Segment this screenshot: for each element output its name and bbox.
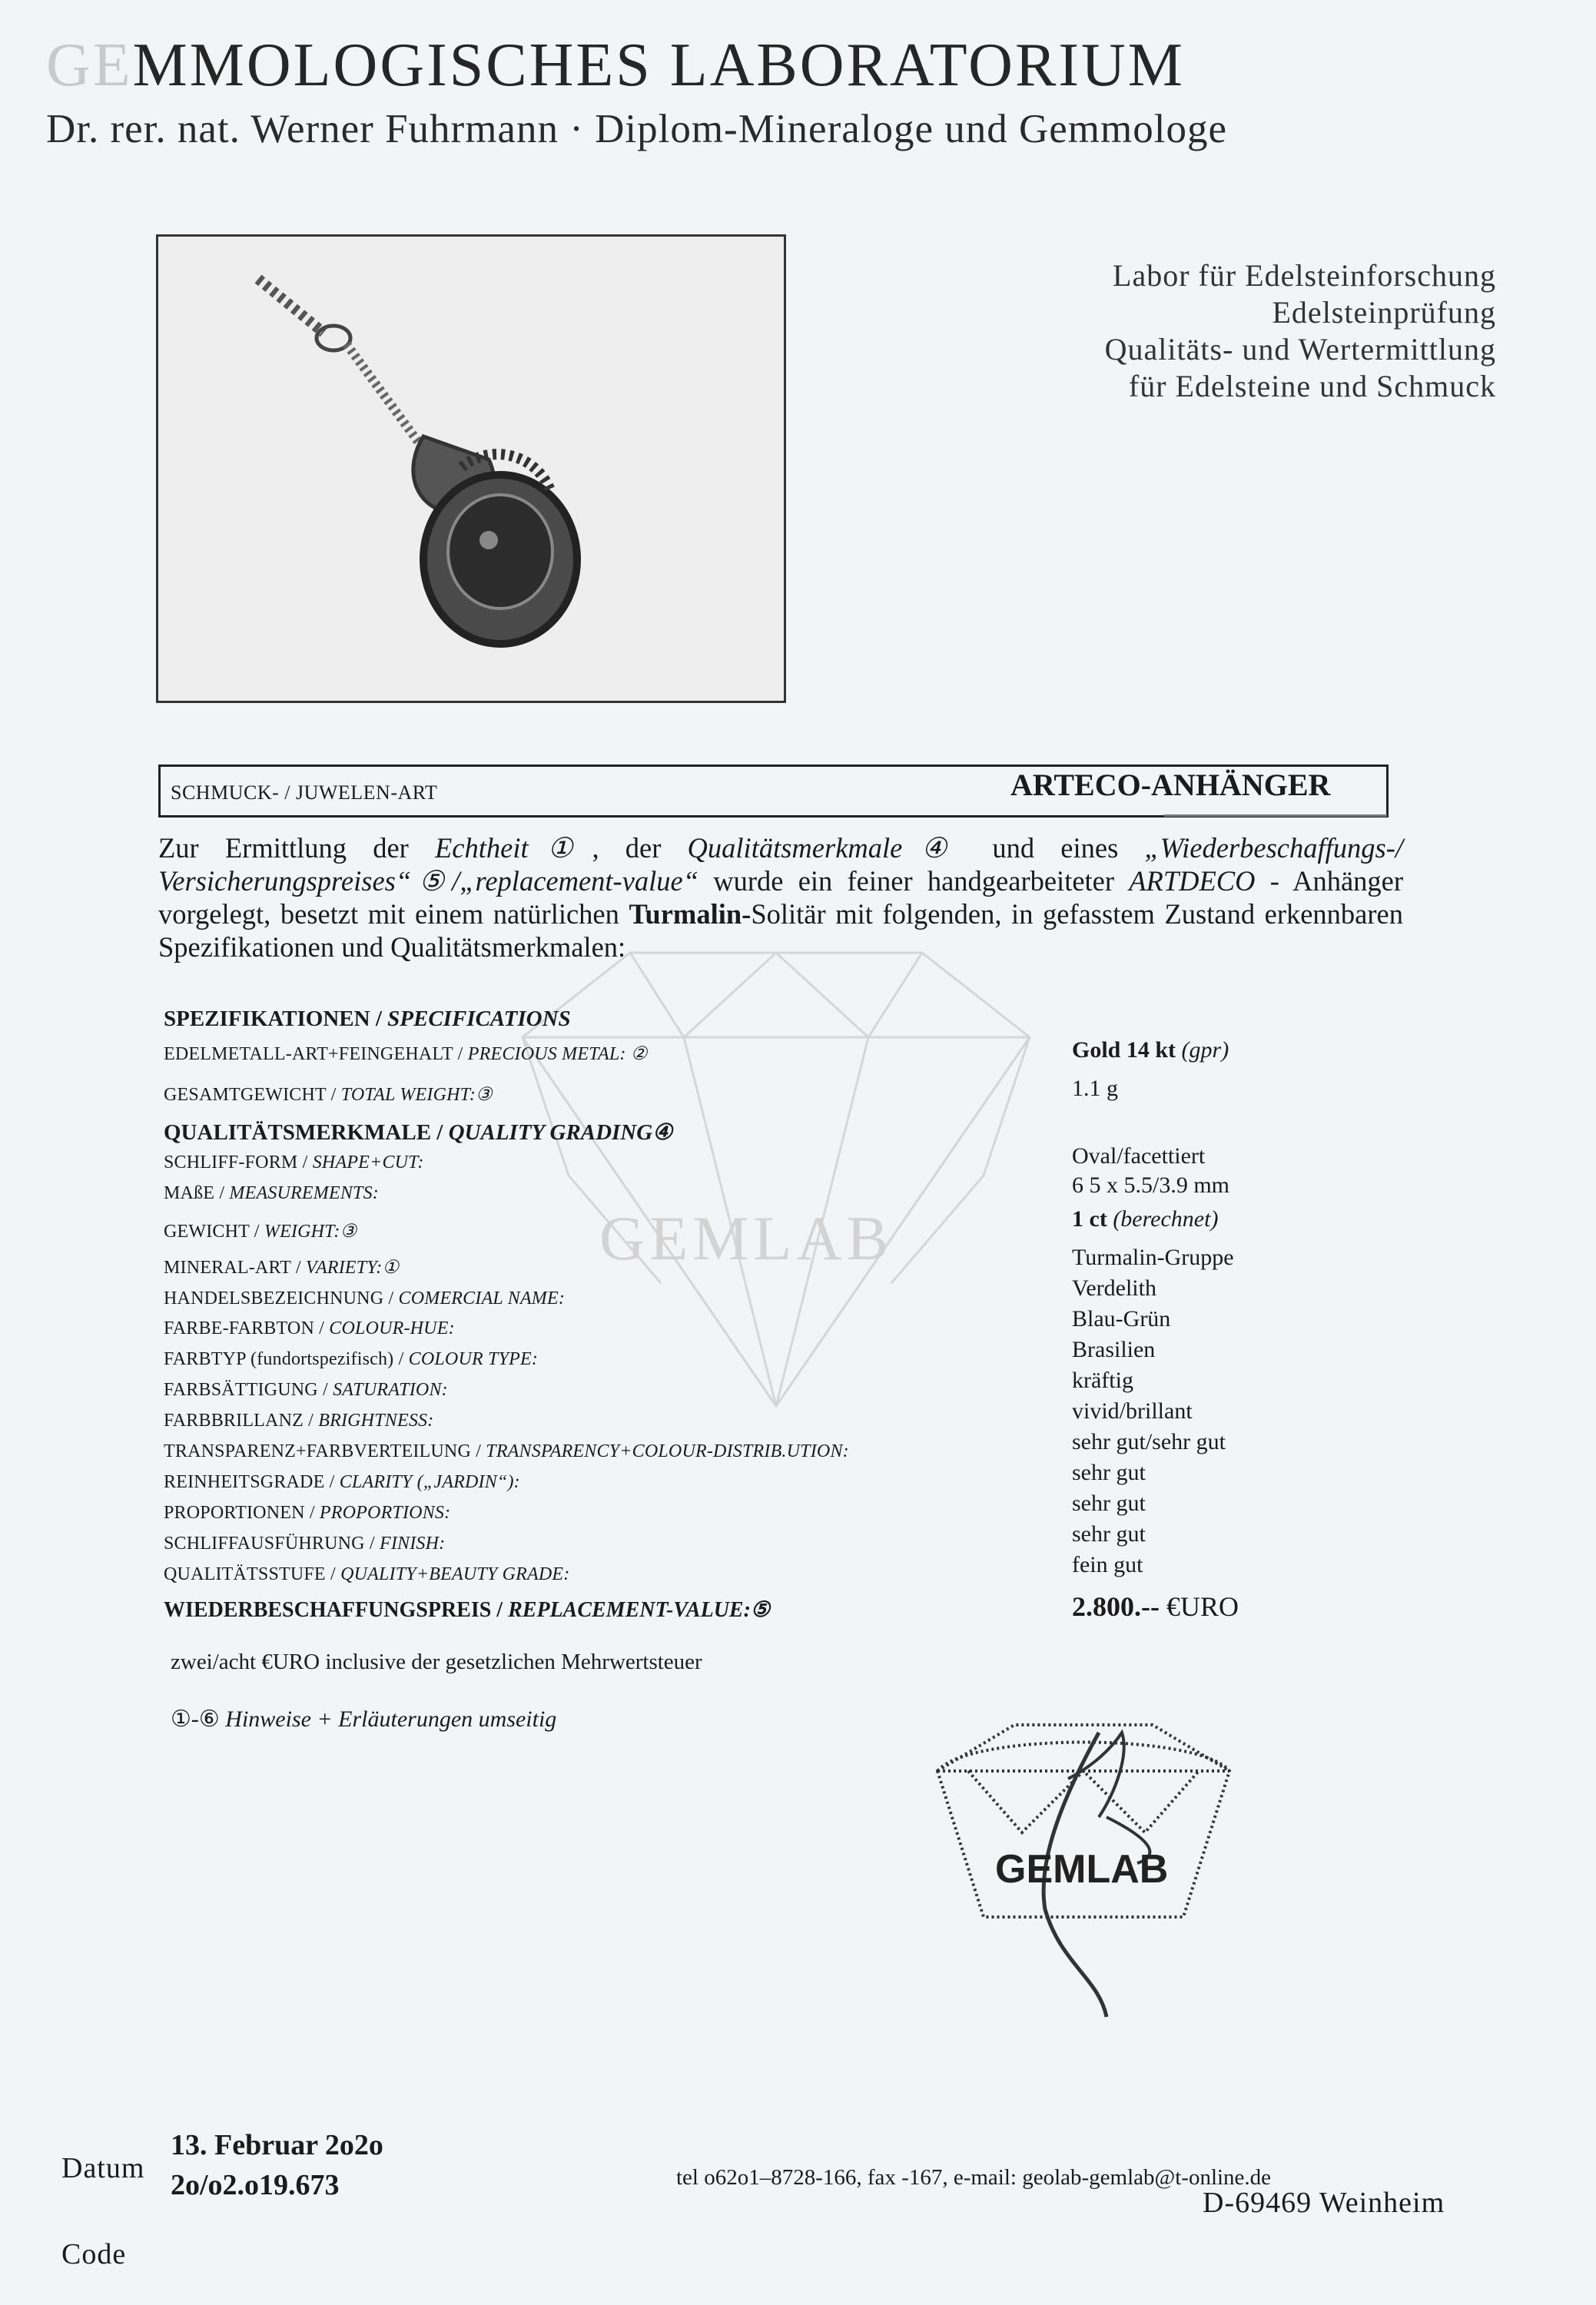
spec-label-en: BRIGHTNESS: <box>318 1411 434 1431</box>
spec-label <box>164 1152 424 1173</box>
intro-turmalin: Turmalin- <box>629 898 752 930</box>
spec-label-en: COLOUR-HUE: <box>329 1318 455 1338</box>
spec-label-de: MINERAL-ART / <box>164 1258 306 1278</box>
spec-label-de: GEWICHT / <box>164 1222 264 1242</box>
spec-value <box>1072 1206 1218 1232</box>
spec-label-en: VARIETY:① <box>305 1258 400 1278</box>
spec-label-de: FARBSÄTTIGUNG / <box>164 1380 333 1400</box>
price-amount: 2.800.-- <box>1072 1591 1160 1622</box>
specs-heading-en: SPECIFICATIONS <box>387 1007 571 1031</box>
intro-text: wurde ein feiner handgearbeiteter <box>698 865 1130 897</box>
spec-label <box>164 1183 379 1204</box>
lab-subtitle: Dr. rer. nat. Werner Fuhrmann · Diplom-Mineraloge und Gemmologe <box>46 107 1227 151</box>
specs-heading <box>164 1007 571 1032</box>
specs-heading-de: SPEZIFIKATIONEN / <box>164 1007 388 1031</box>
spec-label-de: QUALITÄTSSTUFE / <box>164 1564 341 1584</box>
intro-replacement: „Wiederbeschaffungs-/ Versicherungspreises“⑤/„replacement-value“ <box>158 832 1404 897</box>
spec-label-de: SCHLIFF-FORM / <box>164 1152 313 1172</box>
spec-value: 6 5 x 5.5/3.9 mm <box>1072 1172 1230 1198</box>
certificate-date: 13. Februar 2o2o <box>171 2129 383 2161</box>
spec-label-en: COLOUR TYPE: <box>408 1349 539 1369</box>
hint-note <box>171 1706 556 1733</box>
spec-label-de: FARBE-FARBTON / <box>164 1318 330 1338</box>
intro-qualitaet: Qualitätsmerkmale④ <box>687 832 967 864</box>
lab-title-faded: GE <box>46 32 133 99</box>
spec-label-en: CLARITY („JARDIN“): <box>339 1472 520 1492</box>
lab-title <box>46 31 1185 101</box>
gemlab-stamp-icon <box>922 1710 1245 2032</box>
spec-value: Blau-Grün <box>1072 1306 1171 1332</box>
service-item: Edelsteinprüfung <box>1272 295 1496 330</box>
spec-label <box>164 1043 648 1065</box>
quality-heading-en: QUALITY GRADING④ <box>448 1120 673 1145</box>
spec-label <box>164 1349 538 1370</box>
address: D-69469 Weinheim <box>1203 2187 1445 2219</box>
code-label: Code <box>61 2238 127 2270</box>
pendant-icon <box>158 237 784 701</box>
spec-label-de: FARBBRILLANZ / <box>164 1411 319 1431</box>
spec-label-de: PROPORTIONEN / <box>164 1503 320 1523</box>
category-label: SCHMUCK- / JUWELEN-ART <box>171 781 438 804</box>
intro-text: , der <box>592 832 688 864</box>
quality-heading-de: QUALITÄTSMERKMALE / <box>164 1120 449 1145</box>
price-currency: €URO <box>1159 1591 1239 1622</box>
spec-value: Oval/facettiert <box>1072 1143 1206 1169</box>
spec-label-de: GESAMTGEWICHT / <box>164 1085 341 1105</box>
spec-label <box>164 1083 493 1106</box>
spec-value: sehr gut <box>1072 1491 1146 1516</box>
contact-info: tel o62o1–8728-166, fax -167, e-mail: geolab-gemlab@t-online.de <box>676 2165 1272 2190</box>
spec-label <box>164 1472 520 1493</box>
datum-label: Datum <box>61 2152 145 2184</box>
spec-label-de: EDELMETALL-ART+FEINGEHALT / <box>164 1044 468 1064</box>
price-label-de: WIEDERBESCHAFFUNGSPREIS / <box>164 1598 509 1622</box>
spec-label <box>164 1503 450 1524</box>
spec-label <box>164 1380 448 1401</box>
spec-label <box>164 1220 357 1242</box>
spec-value: sehr gut/sehr gut <box>1072 1429 1226 1454</box>
spec-value: Brasilien <box>1072 1337 1156 1362</box>
spec-label <box>164 1318 455 1339</box>
spec-value: vivid/brillant <box>1072 1398 1193 1424</box>
spec-label <box>164 1288 565 1309</box>
intro-paragraph <box>158 831 1403 963</box>
spec-value: fein gut <box>1072 1552 1143 1577</box>
spec-value-main: Gold 14 kt <box>1072 1037 1176 1063</box>
tax-note: zwei/acht €URO inclusive der gesetzlichen Mehrwertsteuer <box>171 1650 702 1674</box>
replacement-value <box>1072 1590 1239 1623</box>
spec-value <box>1072 1037 1229 1063</box>
pendant-photo <box>156 234 786 703</box>
spec-label-en: WEIGHT:③ <box>264 1222 357 1242</box>
spec-label-en: SHAPE+CUT: <box>312 1152 424 1172</box>
intro-echtheit: Echtheit① <box>435 832 592 864</box>
spec-label-en: QUALITY+BEAUTY GRADE: <box>340 1564 570 1584</box>
stamp-text: GEMLAB <box>995 1847 1169 1892</box>
spec-label-en: TOTAL WEIGHT:③ <box>340 1085 493 1105</box>
spec-value-note: (gpr) <box>1176 1037 1229 1063</box>
hint-range: ①-⑥ <box>171 1706 226 1732</box>
spec-value: sehr gut <box>1072 1521 1146 1547</box>
spec-label-en: PRECIOUS METAL: ② <box>467 1044 648 1064</box>
service-item: Qualitäts- und Wertermittlung <box>1104 332 1496 366</box>
spec-label-de: SCHLIFFAUSFÜHRUNG / <box>164 1534 380 1554</box>
spec-label-en: COMERCIAL NAME: <box>398 1288 566 1308</box>
spec-label <box>164 1534 445 1554</box>
spec-label-de: REINHEITSGRADE / <box>164 1472 340 1492</box>
spec-label-de: TRANSPARENZ+FARBVERTEILUNG / <box>164 1441 486 1461</box>
intro-text: und eines <box>966 832 1145 864</box>
spec-label <box>164 1564 569 1585</box>
spec-label-en: PROPORTIONS: <box>319 1503 451 1523</box>
spec-value: sehr gut <box>1072 1460 1146 1485</box>
spec-label <box>164 1411 433 1431</box>
spec-value: 1.1 g <box>1072 1076 1118 1101</box>
gemlab-watermark: GEMLAB <box>599 1203 894 1273</box>
services-list <box>1105 257 1496 405</box>
spec-value-note: (berechnet) <box>1107 1206 1219 1232</box>
spec-label-en: SATURATION: <box>333 1380 448 1400</box>
service-item: für Edelsteine und Schmuck <box>1128 369 1496 403</box>
spec-value: Turmalin-Gruppe <box>1072 1245 1234 1270</box>
divider <box>1164 814 1387 817</box>
intro-artdeco: ARTDECO <box>1129 865 1256 897</box>
spec-label <box>164 1256 399 1279</box>
lab-title-main: MMOLOGISCHES LABORATORIUM <box>132 32 1185 99</box>
spec-label-en: TRANSPARENCY+COLOUR-DISTRIB.UTION: <box>486 1441 849 1461</box>
spec-label <box>164 1441 849 1462</box>
price-label-en: REPLACEMENT-VALUE:⑤ <box>508 1598 771 1622</box>
spec-label-de: FARBTYP (fundortspezifisch) / <box>164 1349 409 1369</box>
service-item: Labor für Edelsteinforschung <box>1113 258 1496 293</box>
quality-heading <box>164 1119 672 1146</box>
spec-label-de: MAßE / <box>164 1183 230 1203</box>
intro-text: Zur Ermittlung der <box>158 832 435 864</box>
spec-value: Verdelith <box>1072 1275 1156 1301</box>
spec-value: kräftig <box>1072 1368 1133 1393</box>
spec-label-de: HANDELSBEZEICHNUNG / <box>164 1288 399 1308</box>
replacement-value-label <box>164 1597 770 1623</box>
hint-text: Hinweise + Erläuterungen umseitig <box>225 1706 557 1732</box>
intro-text: - Anhänger vorgelegt, besetzt mit einem natürlichen <box>158 865 1403 930</box>
spec-label-en: FINISH: <box>379 1534 446 1554</box>
intro-text: Solitär mit folgenden, in gefasstem Zustand erkennbaren Spezifikationen und Qualitätsmerkmalen: <box>158 898 1403 963</box>
spec-value-main: 1 ct <box>1072 1206 1107 1232</box>
diamond-watermark-icon <box>430 930 1122 1421</box>
certificate-code: 2o/o2.o19.673 <box>171 2169 340 2201</box>
spec-label-en: MEASUREMENTS: <box>229 1183 379 1203</box>
category-value: ARTECO-ANHÄNGER <box>1010 768 1331 802</box>
